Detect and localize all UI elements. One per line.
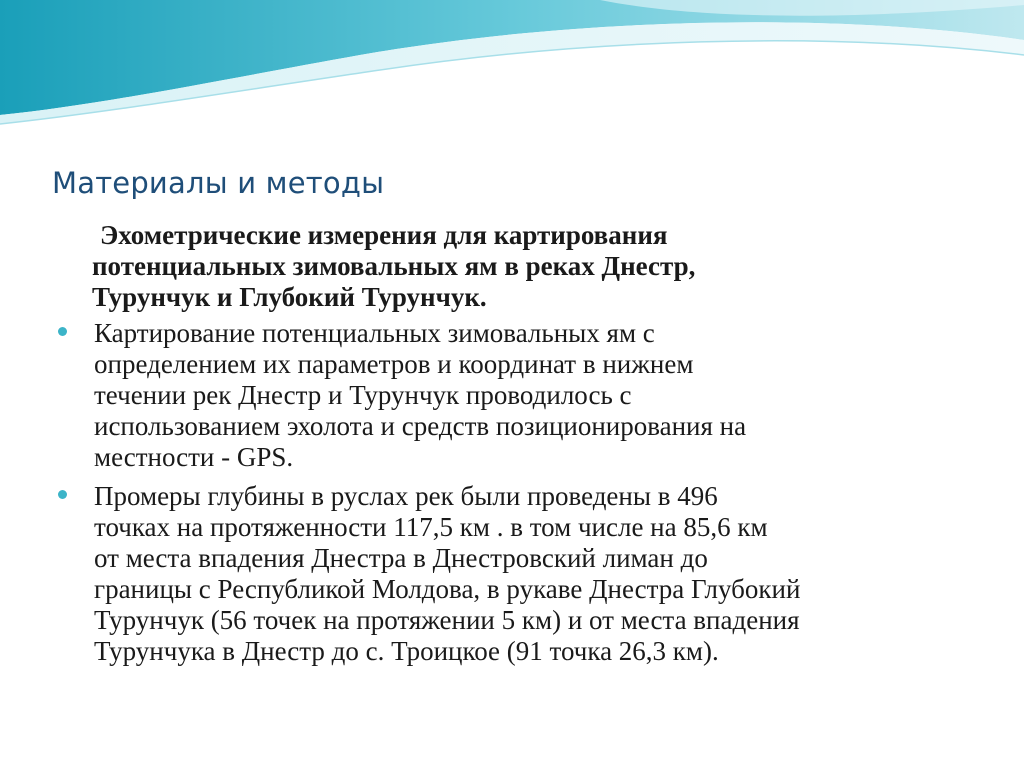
subtitle-line: потенциальных зимовальных ям в реках Днестр, — [92, 251, 696, 281]
subtitle-line: Эхометрические измерения для картирования — [100, 220, 668, 250]
bullet-line: Турунчук (56 точек на протяжении 5 км) и от места впадения — [94, 605, 800, 635]
bullet-item — [58, 318, 978, 473]
slide-subtitle — [92, 220, 972, 313]
bullet-line: Турунчука в Днестр до с. Троицкое (91 точка 26,3 км). — [94, 636, 719, 666]
bullet-list — [58, 318, 978, 675]
bullet-line: Картирование потенциальных зимовальных ям с — [94, 318, 655, 348]
bullet-dot-icon — [58, 327, 67, 336]
header-wave-decoration — [0, 0, 1024, 140]
bullet-line: течении рек Днестр и Турунчук проводилось с — [94, 380, 632, 410]
bullet-line: определением их параметров и координат в нижнем — [94, 349, 694, 379]
bullet-line: точках на протяженности 117,5 км . в том числе на 85,6 км — [94, 512, 768, 542]
bullet-line: местности - GPS. — [94, 442, 294, 472]
bullet-line: от места впадения Днестра в Днестровский лиман до — [94, 543, 708, 573]
subtitle-line: Турунчук и Глубокий Турунчук. — [92, 282, 487, 312]
bullet-line: границы с Республикой Молдова, в рукаве Днестра Глубокий — [94, 574, 801, 604]
slide-title: Материалы и методы — [52, 166, 385, 200]
bullet-line: использованием эхолота и средств позиционирования на — [94, 411, 747, 441]
bullet-dot-icon — [58, 490, 67, 499]
bullet-line: Промеры глубины в руслах рек были проведены в 496 — [94, 481, 718, 511]
bullet-item — [58, 481, 978, 667]
